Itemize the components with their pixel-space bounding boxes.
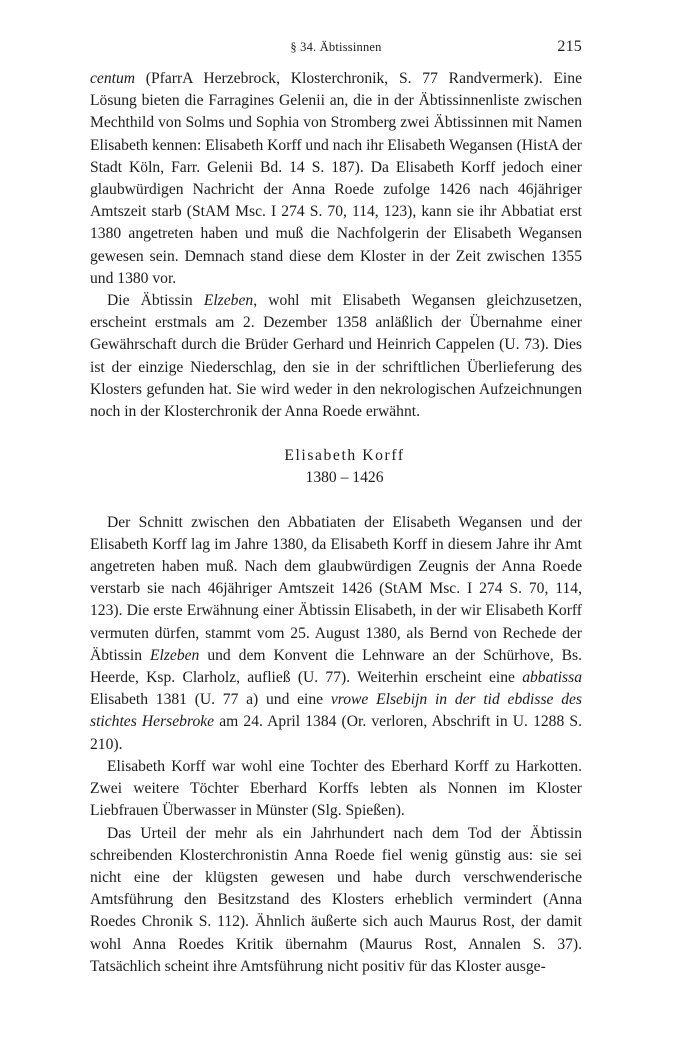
spacer (90, 423, 582, 445)
paragraph-text: , wohl mit Elisabeth Wegansen gleichzusetzen, erscheint erstmals am 2. Dezember 1358 anläßlich der Übernahme einer Gewährschaft durch die Brüder Gerhard und Heinrich Cappelen (U. 73). Dies ist der einzige Niederschlag, den sie in der schriftlichen Überlieferung des Klosters gefunden hat. Sie wird weder in den nekrologischen Aufzeichnungen noch in der Klosterchronik der Anna Roede erwähnt. (90, 292, 582, 421)
section-heading-years-line (90, 467, 582, 489)
paragraph-text: und dem Konvent die Lehnware an der Schürhove, Bs. Heerde, Ksp. Clarholz, aufließ (U. 77). Weiterhin erscheint eine (90, 646, 582, 687)
paragraph-text: (PfarrA Herzebrock, Klosterchronik, S. 77 Randvermerk). Eine Lösung bieten die Farragines Gelenii an, die in der Äbtissinnenliste zwischen Mechthild von Solms und Sophia von Stromberg zwei Äbtissinnen mit Namen Elisabeth kennen: Elisabeth Korff und nach ihr Elisabeth Wegansen (HistA der Stadt Köln, Farr. Gelenii Bd. 14 S. 187). Da Elisabeth Korff jedoch einer glaubwürdigen Nachricht der Anna Roede zufolge 1426 nach 46jähriger Amtszeit starb (StAM Msc. I 274 S. 70, 114, 123), kann sie ihr Abbatiat erst 1380 angetreten haben und muß die Nachfolgerin der Elisabeth Wegansen gewesen sein. Demnach stand diese dem Kloster in der Zeit zwischen 1355 und 1380 vor. (90, 70, 582, 287)
running-header (90, 38, 582, 58)
running-head-title: § 34. Äbtissinnen (290, 40, 382, 54)
paragraph-text: Die Äbtissin (107, 292, 204, 310)
paragraph-korff-tenure (90, 512, 582, 756)
paragraph-text: am 24. April 1384 (Or. verloren, Abschrift in U. 1288 S. 210). (90, 713, 582, 753)
italic-term: centum (90, 70, 136, 87)
italic-term: Elzeben (149, 646, 200, 664)
italic-term: Elzeben (203, 292, 254, 310)
body-text (90, 68, 582, 978)
section-heading (90, 445, 582, 467)
paragraph-text: Der Schnitt zwischen den Abbatiaten der Elisabeth Wegansen und der Elisabeth Korff lag im Jahre 1380, da Elisabeth Korff in diesem Jahre ihr Amt angetreten haben muß. Nach dem glaubwürdigen Zeugnis der Anna Roede verstarb sie nach 46jähriger Amtszeit 1426 (StAM Msc. I 274 S. 70, 114, 123). Die erste Erwähnung einer Äbtissin Elisabeth, in der wir Elisabeth Korff vermuten dürfen, stammt vom 25. August 1380, als Bernd von Rechede der Äbtissin (90, 513, 582, 664)
paragraph-korff-family: Elisabeth Korff war wohl eine Tochter des Eberhard Korff zu Harkotten. Zwei weitere Töchter Eberhard Korffs lebten als Nonnen im Kloster Liebfrauen Überwasser in Münster (Slg. Spießen). (90, 757, 582, 820)
italic-term: abbatissa (522, 669, 582, 687)
spacer (90, 490, 582, 512)
paragraph-elzeben (90, 290, 582, 423)
paragraph-continuation (90, 68, 582, 290)
paragraph-text: Elisabeth 1381 (U. 77 a) und eine (90, 691, 331, 709)
page-number: 215 (557, 38, 582, 55)
section-heading-years: 1380 – 1426 (305, 469, 384, 487)
paragraph-chronicle-judgement: Das Urteil der mehr als ein Jahrhundert nach dem Tod der Äbtissin schreibenden Klosterchronistin Anna Roede fiel wenig günstig aus: sie sei nicht eine der klügsten gewesen und habe durch verschwenderische Amtsführung den Besitzstand des Klosters erheblich vermindert (Anna Roedes Chronik S. 112). Ähnlich äußerte sich auch Maurus Rost, der damit wohl Anna Roedes Kritik übernahm (Maurus Rost, Annalen S. 37). Tatsächlich scheint ihre Amtsführung nicht positiv für das Kloster ausge- (90, 824, 582, 975)
section-heading-name: Elisabeth Korff (284, 447, 405, 465)
italic-quote: vrowe Elsebijn in der tid ebdisse des stichtes Hersebroke (90, 691, 582, 731)
